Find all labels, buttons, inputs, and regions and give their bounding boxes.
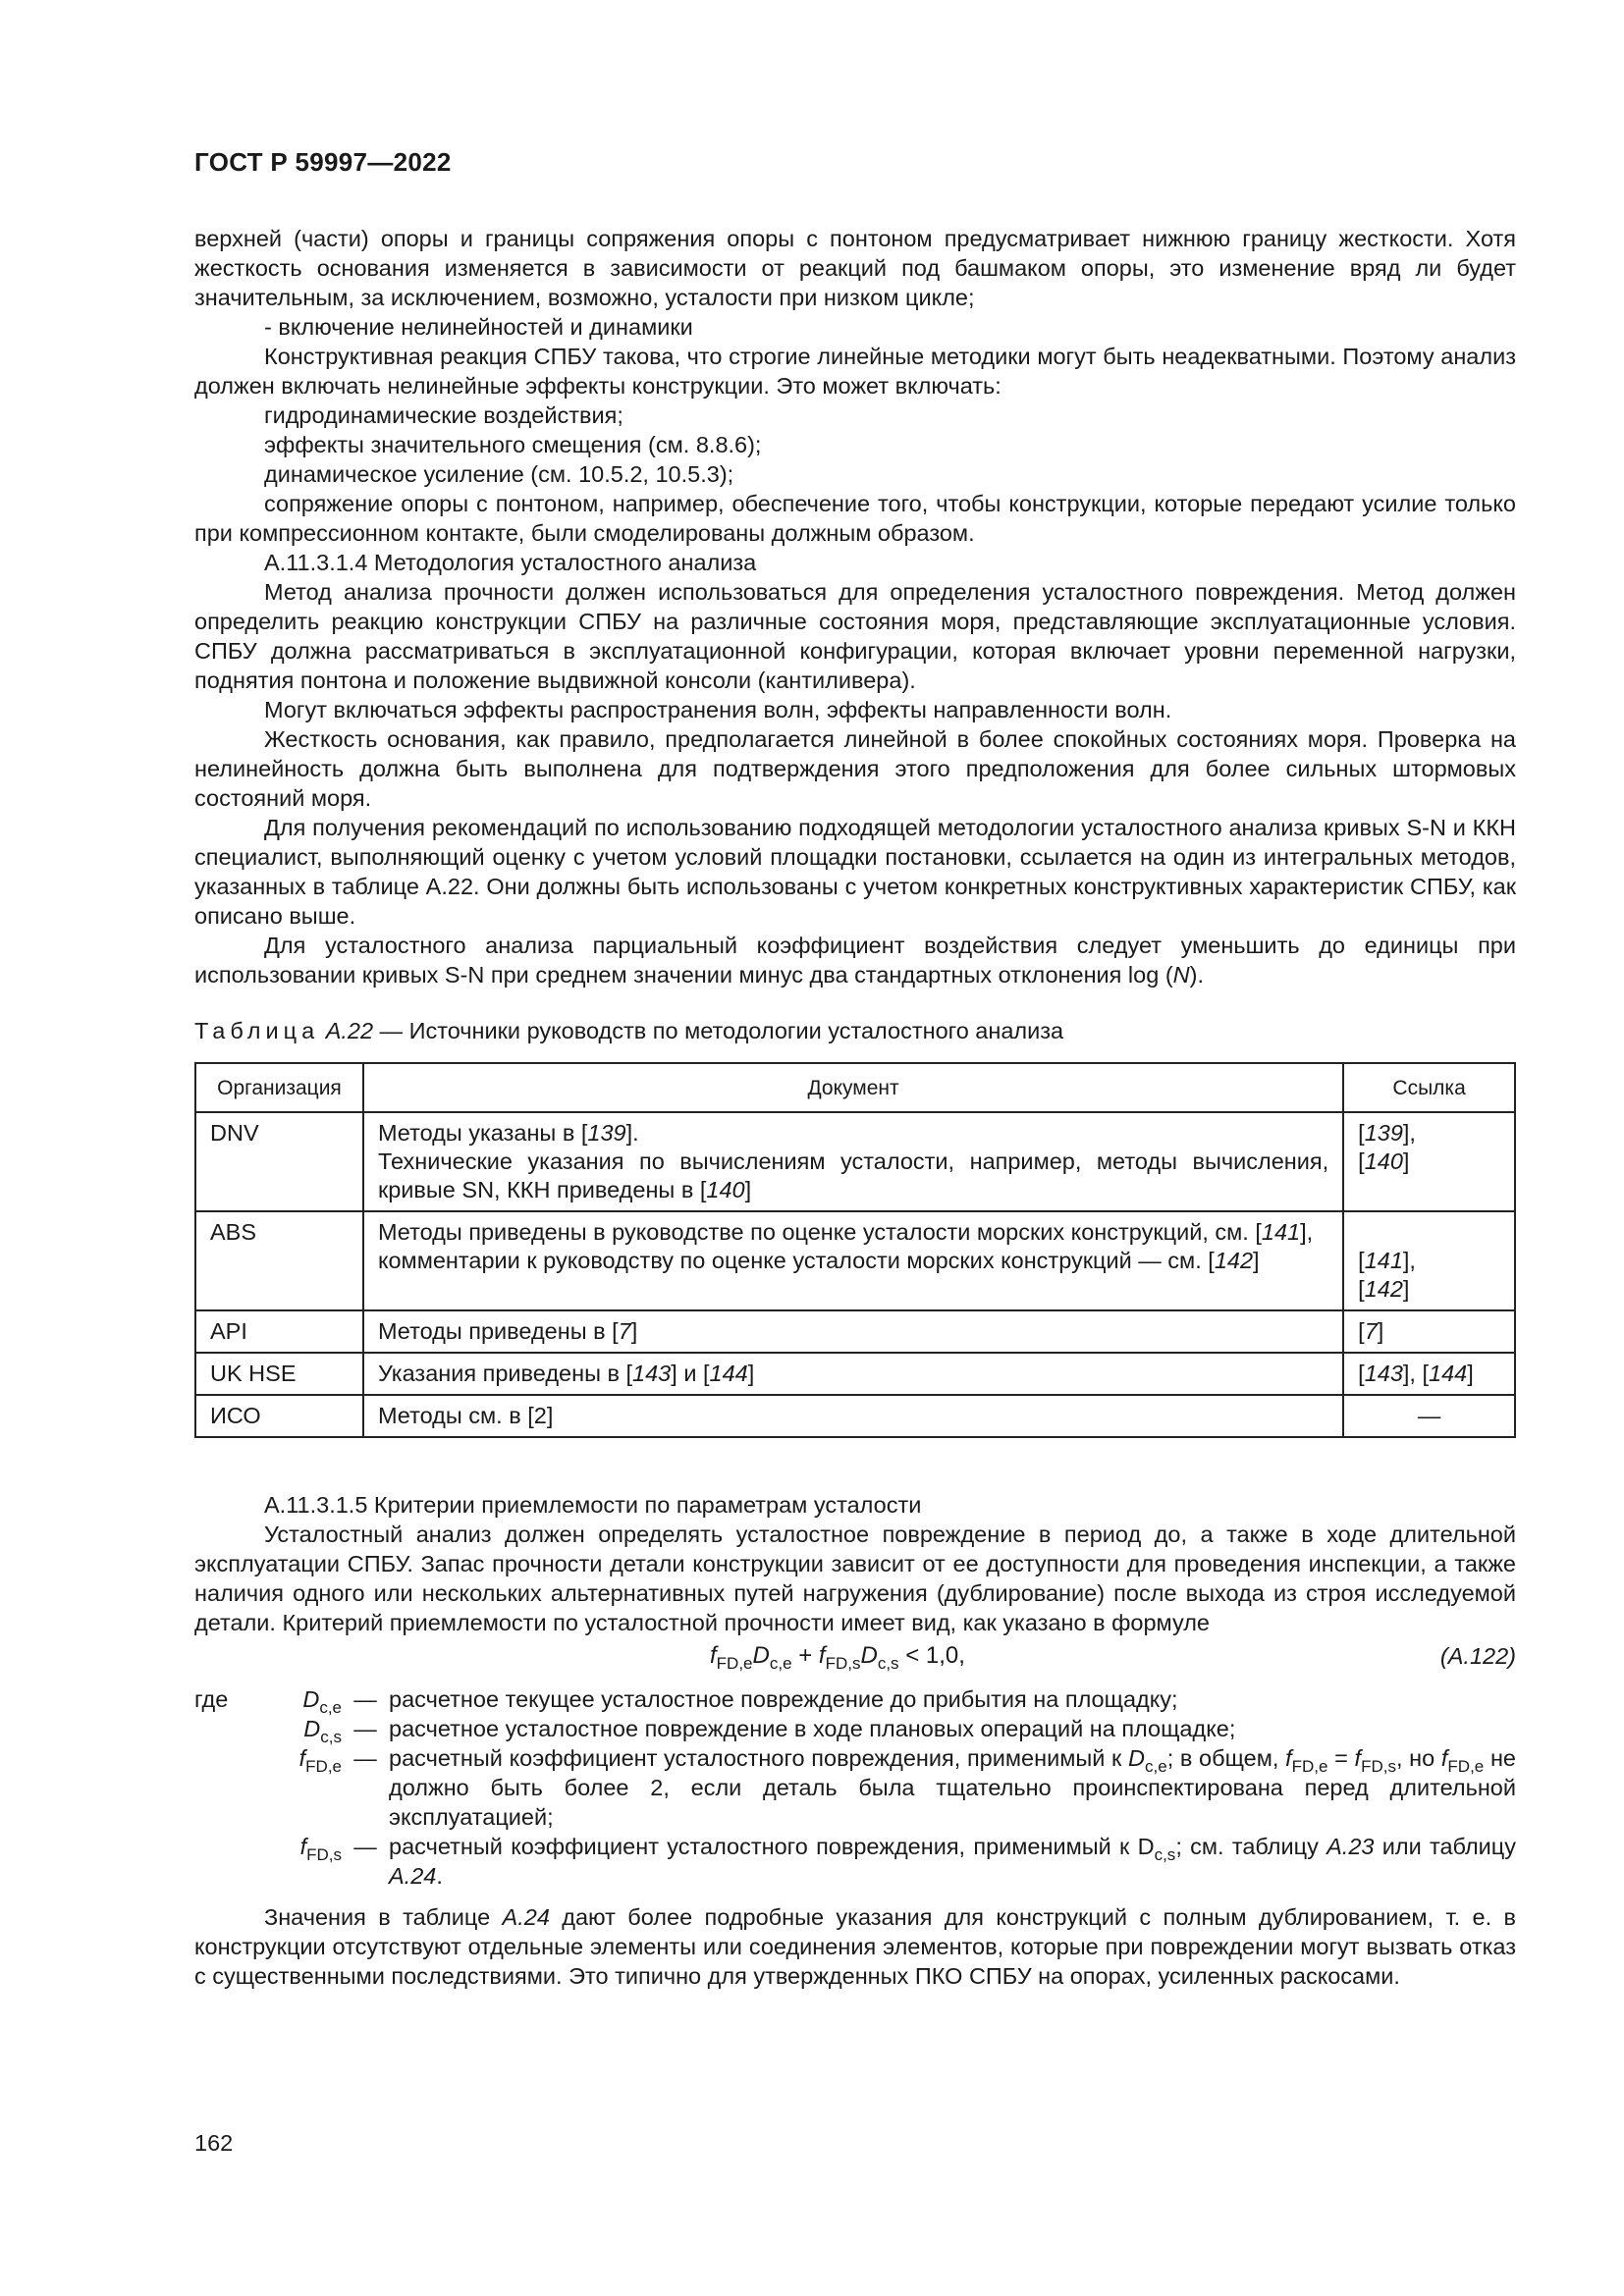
where-item: $f_{FD,s}$ — расчетный коэффициент усталостного повреждения, применимый к $D_{c,s}$; см. таблицу A.23 или таблицу A.24. (299, 1834, 1517, 1889)
body-text-top (194, 224, 1516, 989)
table-row (195, 1310, 1515, 1353)
paragraph: Для усталостного анализа парциальный коэффициент воздействия следует уменьшить до единицы при использовании кривых S-N при среднем значении минус два стандартных отклонения log (N). (194, 933, 1516, 988)
table-row (195, 1211, 1515, 1310)
where-list (194, 1684, 1516, 1891)
ref-cell: [143], [144] (1343, 1353, 1515, 1395)
column-header: Документ (363, 1063, 1343, 1112)
body-text-bottom (194, 1490, 1516, 1991)
org-cell: ИСО (195, 1395, 363, 1437)
ref-cell: [139], [140] (1343, 1112, 1515, 1211)
paragraph: - включение нелинейностей и динамики (264, 314, 693, 340)
list-item: сопряжение опоры с понтоном, например, обеспечение того, чтобы конструкции, которые передают усилие только при компрессионном контакте, были смоделированы должным образом. (194, 491, 1516, 546)
org-cell: API (195, 1310, 363, 1353)
ref-cell: [7] (1343, 1310, 1515, 1353)
section-heading: А.11.3.1.5 Критерии приемлемости по параметрам усталости (264, 1492, 922, 1518)
doc-cell: Методы см. в [2] (363, 1395, 1343, 1437)
table-caption: Таблица А.22 — Источники руководств по методологии усталостного анализа (194, 1018, 1064, 1043)
org-cell: ABS (195, 1211, 363, 1310)
paragraph: Могут включаться эффекты распространения волн, эффекты направленности волн. (264, 697, 1172, 722)
sources-table (194, 1062, 1516, 1438)
list-item: эффекты значительного смещения (см. 8.8.6); (264, 432, 762, 457)
paragraph: Для получения рекомендаций по использованию подходящей методологии усталостного анализа кривых S-N и ККН специалист, выполняющий оценку с учетом условий площадки постановки, ссылается на один из интегральных методов, указанных в таблице А.22. Они должны быть использованы с учетом конкретных конструктивных характеристик СПБУ, как описано выше. (194, 815, 1516, 929)
list-item: динамическое усиление (см. 10.5.2, 10.5.3); (264, 461, 734, 487)
formula-number: (A.122) (1439, 1643, 1516, 1669)
paragraph: верхней (части) опоры и границы сопряжения опоры с понтоном предусматривает нижнюю границу жесткости. Хотя жесткость основания изменяется в зависимости от реакций под башмаком опоры, это изменение вряд ли будет значительным, за исключением, возможно, усталости при низком цикле; (194, 226, 1516, 310)
org-cell: UK HSE (195, 1353, 363, 1395)
list-item: гидродинамические воздействия; (264, 402, 623, 428)
table-row (195, 1395, 1515, 1437)
doc-cell: Указания приведены в [143] и [144] (363, 1353, 1343, 1395)
formula-expression: $f_{FD,e}D_{c,e} + f_{FD,s}D_{c,s} < 1,0$, (710, 1642, 965, 1673)
page-number: 162 (194, 2130, 234, 2156)
doc-cell: Методы приведены в руководстве по оценке усталости морских конструкций, см. [141], комментарии к руководству по оценке усталости морских конструкций — см. [142] (363, 1211, 1343, 1310)
paragraph: Усталостный анализ должен определять усталостное повреждение в период до, а также в ходе длительной эксплуатации СПБУ. Запас прочности детали конструкции зависит от ее доступности для проведения инспекции, а также наличия одного или нескольких альтернативных путей нагружения (дублирование) после выхода из строя исследуемой детали. Критерий приемлемости по усталостной прочности имеет вид, как указано в формуле (194, 1522, 1516, 1635)
column-header: Ссылка (1343, 1063, 1515, 1112)
table-row (195, 1112, 1515, 1211)
document-header: ГОСТ Р 59997—2022 (194, 147, 452, 177)
where-item: $f_{FD,e}$ — расчетный коэффициент усталостного повреждения, применимый к $D_{c,e}$; в общем, $f_{FD,e} = f_{FD,s}$, но $f_{FD,e}$ не должно быть более 2, если деталь была тщательно проинспектирована перед длительной эксплуатацией; (298, 1745, 1516, 1830)
section-heading: А.11.3.1.4 Методология усталостного анализа (264, 550, 757, 575)
table-row (195, 1353, 1515, 1395)
paragraph: Жесткость основания, как правило, предполагается линейной в более спокойных состояниях моря. Проверка на нелинейность должна быть выполнена для подтверждения этого предположения для более сильных штормовых состояний моря. (194, 726, 1516, 811)
paragraph: Метод анализа прочности должен использоваться для определения усталостного повреждения. Метод должен определить реакцию конструкции СПБУ на различные состояния моря, представляющие эксплуатационные условия. СПБУ должна рассматриваться в эксплуатационной конфигурации, которая включает уровни переменной нагрузки, поднятия понтона и положение выдвижной консоли (кантиливера). (194, 579, 1516, 693)
column-header: Организация (195, 1063, 363, 1112)
ref-cell: — (1343, 1395, 1515, 1437)
paragraph: Значения в таблице A.24 дают более подробные указания для конструкций с полным дублированием, т. е. в конструкции отсутствуют отдельные элементы или соединения элементов, которые при повреждении могут вызвать отказ с существенными последствиями. Это типично для утвержденных ПКО СПБУ на опорах, усиленных раскосами. (194, 1904, 1516, 1989)
where-item: где $D_{c,e}$ — расчетное текущее усталостное повреждение до прибытия на площадку; (194, 1686, 1178, 1717)
doc-cell: Методы указаны в [139]. Технические указания по вычислениям усталости, например, методы вычисления, кривые SN, ККН приведены в [140] (363, 1112, 1343, 1211)
org-cell: DNV (195, 1112, 363, 1211)
doc-cell: Методы приведены в [7] (363, 1310, 1343, 1353)
table-header-row (195, 1063, 1515, 1112)
ref-cell: [141], [142] (1343, 1211, 1515, 1310)
where-item: $D_{c,s}$ — расчетное усталостное повреждение в ходе плановых операций на площадке; (303, 1716, 1236, 1746)
formula-a122 (194, 1641, 1516, 1679)
paragraph: Конструктивная реакция СПБУ такова, что строгие линейные методики могут быть неадекватными. Поэтому анализ должен включать нелинейные эффекты конструкции. Это может включать: (194, 344, 1516, 399)
